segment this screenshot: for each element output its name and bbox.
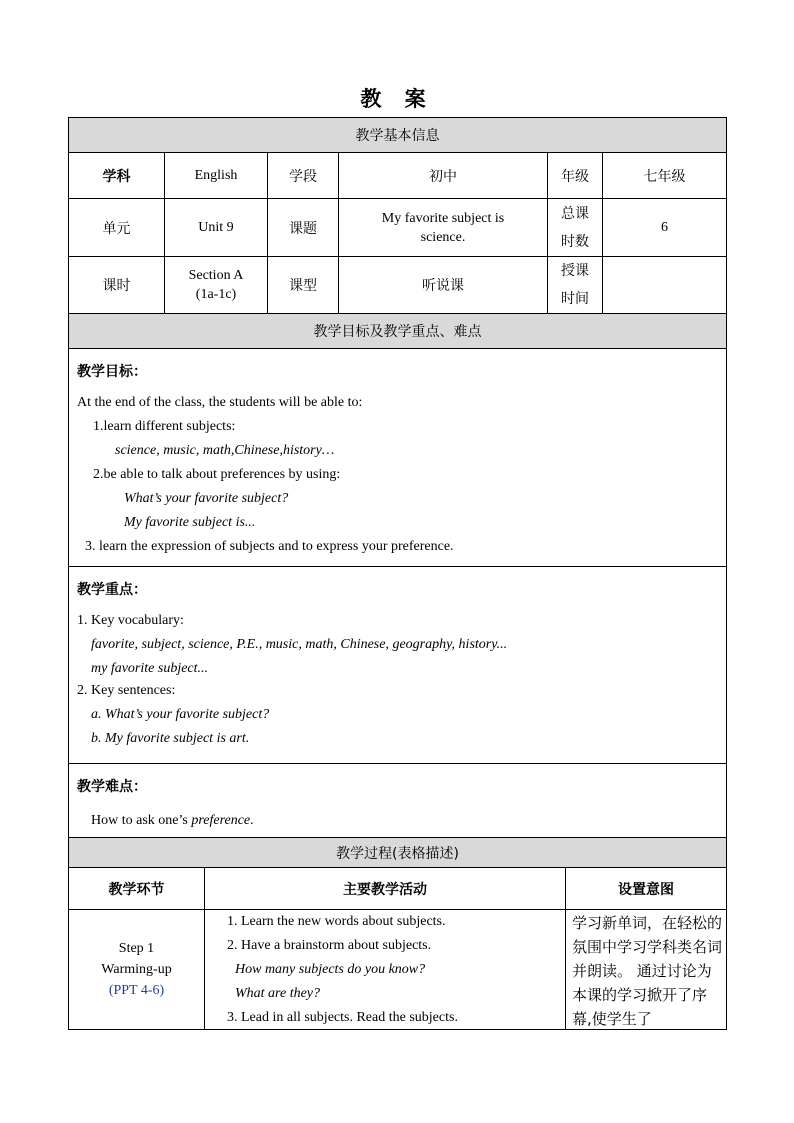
basic-info-table — [68, 117, 727, 868]
key-points-line: my favorite subject... — [91, 661, 209, 676]
teaching-time-value — [603, 257, 727, 314]
total-hours-value: 6 — [603, 199, 727, 257]
activity-line: 1. Learn the new words about subjects. — [227, 914, 446, 929]
total-hours-label — [548, 199, 603, 257]
period-value — [165, 257, 268, 314]
grade-label: 年级 — [548, 153, 603, 199]
objectives-line: 2.be able to talk about preferences by using: — [93, 467, 341, 482]
key-points-label: 教学重点： — [77, 582, 147, 598]
step-name: Warming-up — [101, 962, 172, 977]
unit-value: Unit 9 — [165, 199, 268, 257]
key-points-section — [69, 567, 727, 764]
process-table — [68, 867, 727, 1030]
period-label: 课时 — [69, 257, 165, 314]
key-points-line: 1. Key vocabulary: — [77, 613, 184, 628]
teaching-time-line-1: 授课 — [561, 263, 589, 279]
objectives-line: My favorite subject is... — [124, 515, 256, 530]
difficulty-line — [91, 813, 254, 829]
total-hours-line-2: 时数 — [561, 233, 589, 250]
difficulty-suffix: . — [250, 813, 254, 828]
teaching-time-label — [548, 257, 603, 314]
subject-value: English — [165, 153, 268, 199]
key-points-line: b. My favorite subject is art. — [91, 731, 250, 746]
activity-line: What are they? — [235, 986, 321, 1001]
period-line-1: Section A — [188, 268, 244, 283]
grade-value: 七年级 — [603, 153, 727, 199]
difficulty-prefix: How to ask one’s — [91, 813, 192, 828]
lesson-type-value: 听说课 — [339, 257, 548, 314]
key-points-line: 2. Key sentences: — [77, 683, 176, 698]
activity-line: How many subjects do you know? — [235, 962, 426, 977]
activity-line: 3. Lead in all subjects. Read the subjects. — [227, 1010, 458, 1025]
lesson-type-label: 课型 — [268, 257, 339, 314]
purpose-cell — [566, 910, 727, 1030]
period-line-2: (1a-1c) — [195, 287, 237, 302]
difficulty-section — [69, 764, 727, 838]
purpose-text: 学习新单词，在轻松的氛围中学习学科类名词并朗读。 通过讨论为本课的学习掀开了序幕,使学生了 — [572, 914, 722, 1028]
objectives-line: 1.learn different subjects: — [93, 419, 236, 434]
objectives-header: 教学目标及教学重点、难点 — [69, 314, 727, 349]
unit-label: 单元 — [69, 199, 165, 257]
objectives-line: At the end of the class, the students will be able to: — [77, 395, 363, 410]
topic-line-1: My favorite subject is — [381, 210, 505, 226]
difficulty-label: 教学难点： — [77, 779, 147, 795]
activity-line: 2. Have a brainstorm about subjects. — [227, 938, 432, 953]
activities-cell — [205, 910, 566, 1030]
topic-value — [339, 199, 548, 257]
step-number: Step 1 — [118, 941, 155, 956]
process-col-activities: 主要教学活动 — [205, 868, 566, 910]
stage-value: 初中 — [339, 153, 548, 199]
step-cell — [69, 910, 205, 1030]
total-hours-line-1: 总课 — [561, 205, 589, 222]
key-points-line: favorite, subject, science, P.E., music, math, Chinese, geography, history... — [91, 637, 508, 652]
objectives-line: 3. learn the expression of subjects and to express your preference. — [85, 539, 454, 554]
process-col-purpose: 设置意图 — [566, 868, 727, 910]
objectives-line: science, music, math,Chinese,history… — [115, 443, 335, 458]
process-col-step: 教学环节 — [69, 868, 205, 910]
objectives-label: 教学目标： — [77, 364, 147, 380]
teaching-time-line-2: 时间 — [561, 291, 589, 307]
objectives-line: What’s your favorite subject? — [124, 491, 289, 506]
subject-label: 学科 — [69, 153, 165, 199]
objectives-section — [69, 349, 727, 567]
topic-line-2: science. — [420, 229, 466, 245]
topic-label: 课题 — [268, 199, 339, 257]
difficulty-italic: preference — [191, 813, 251, 828]
key-points-line: a. What’s your favorite subject? — [91, 707, 270, 722]
basic-info-header: 教学基本信息 — [69, 118, 727, 153]
process-header: 教学过程(表格描述) — [69, 838, 727, 868]
stage-label: 学段 — [268, 153, 339, 199]
document-title: 教 案 — [360, 87, 434, 111]
step-ppt-ref: (PPT 4-6) — [108, 983, 165, 998]
